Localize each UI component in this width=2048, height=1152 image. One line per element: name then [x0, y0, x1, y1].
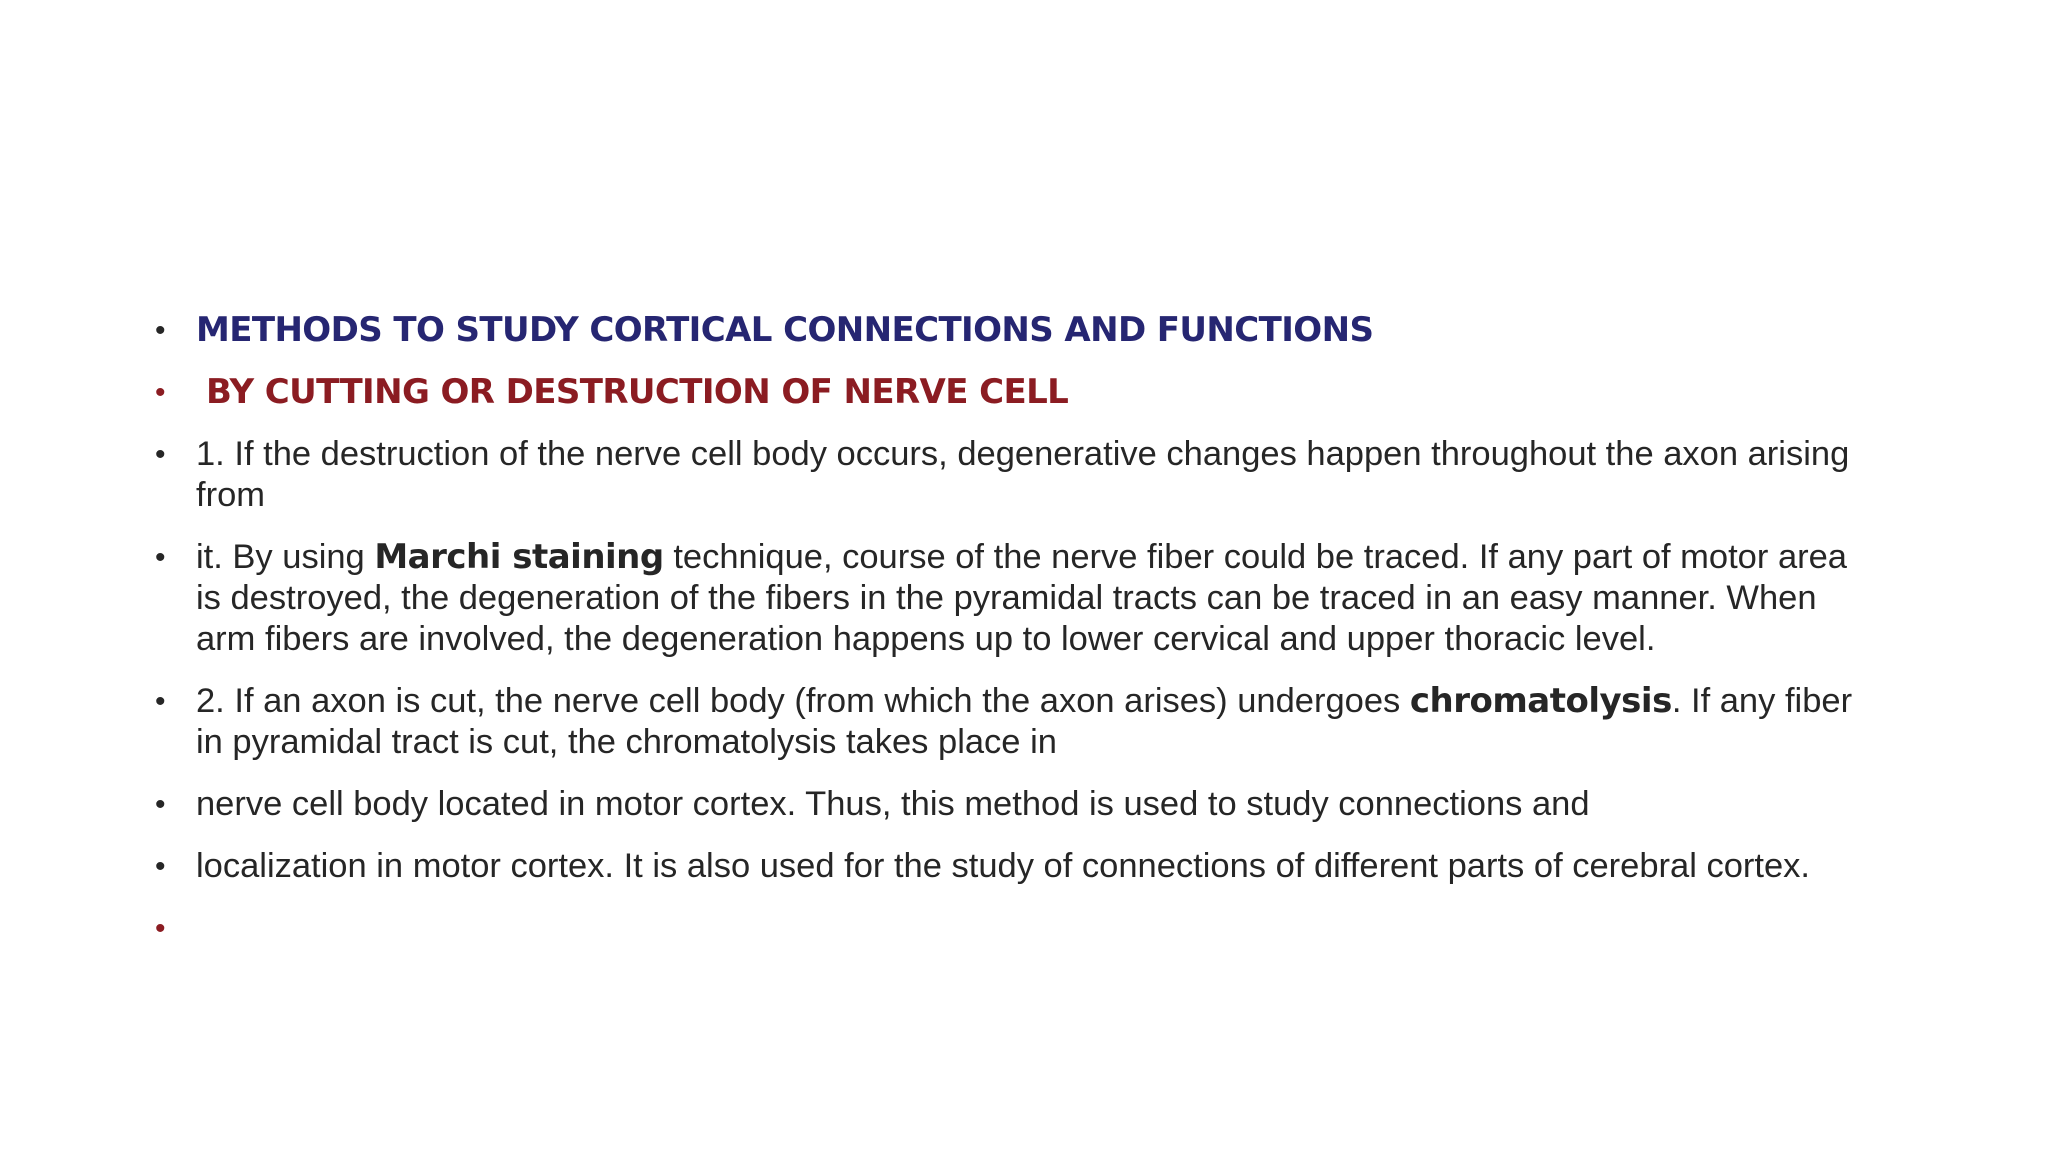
bullet-bold-term: chromatolysis: [1409, 681, 1672, 721]
bullet-item-2: [155, 537, 1875, 660]
bullet-item-1: [155, 434, 1875, 516]
slide-title: METHODS TO STUDY CORTICAL CONNECTIONS AND FUNCTIONS: [196, 310, 1374, 350]
bullet-dot-icon: •: [155, 912, 166, 945]
bullet-text-before: 2. If an axon is cut, the nerve cell body (from which the axon arises) undergoes: [196, 682, 1410, 720]
bullet-item-3: [155, 681, 1875, 763]
bullet-dot-icon: •: [155, 314, 166, 347]
bullet-dot-icon: •: [155, 376, 166, 409]
subtitle-item: [155, 372, 1875, 413]
bullet-text: 1. If the destruction of the nerve cell body occurs, degenerative changes happen throughout the axon arising from: [196, 435, 1850, 514]
bullet-dot-icon: •: [155, 438, 166, 471]
bullet-text-before: it. By using: [196, 538, 375, 576]
slide-subtitle: BY CUTTING OR DESTRUCTION OF NERVE CELL: [206, 372, 1069, 412]
bullet-list: [155, 310, 1875, 970]
title-item: [155, 310, 1875, 351]
bullet-text: localization in motor cortex. It is also used for the study of connections of different parts of cerebral cortex.: [196, 847, 1811, 885]
bullet-bold-term: Marchi staining: [374, 537, 664, 577]
bullet-item-5: [155, 846, 1875, 887]
bullet-text-after: technique, course of the nerve fiber could be traced. If any part of motor area is destroyed, the degeneration of the fibers in the pyramidal tracts can be traced in an easy manner. When arm fibers are involved, the degeneration happens up to lower cervical and upper thoracic level.: [196, 538, 1847, 658]
bullet-text: nerve cell body located in motor cortex. Thus, this method is used to study connections and: [196, 785, 1590, 823]
bullet-dot-icon: •: [155, 788, 166, 821]
empty-bullet-item: [155, 908, 1875, 949]
bullet-item-4: [155, 784, 1875, 825]
bullet-dot-icon: •: [155, 850, 166, 883]
bullet-dot-icon: •: [155, 685, 166, 718]
bullet-text-after: . If any fiber in pyramidal tract is cut, the chromatolysis takes place in: [196, 682, 1853, 761]
bullet-dot-icon: •: [155, 541, 166, 574]
